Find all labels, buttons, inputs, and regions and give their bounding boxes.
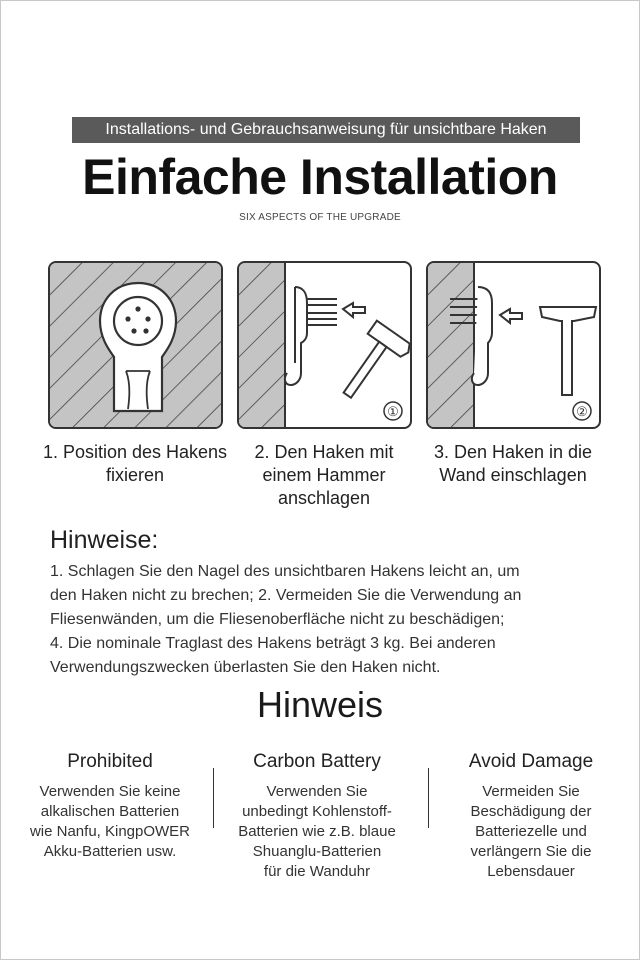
hammer-wall-icon bbox=[428, 263, 601, 429]
column-line: alkalischen Batterien bbox=[40, 803, 180, 820]
page-subtitle: SIX ASPECTS OF THE UPGRADE bbox=[239, 212, 401, 223]
note-line: Fliesenwänden, um die Fliesenoberfläche nicht zu beschädigen; bbox=[50, 611, 505, 628]
column-line: Batterien wie z.B. blaue bbox=[238, 823, 396, 840]
column-avoid-damage bbox=[431, 750, 631, 882]
column-line: Beschädigung der bbox=[470, 803, 592, 820]
column-prohibited bbox=[10, 750, 210, 862]
step-2-marker: ① bbox=[387, 404, 399, 419]
step-1-illustration bbox=[48, 261, 223, 429]
column-line: Vermeiden Sie bbox=[482, 783, 580, 800]
column-divider bbox=[213, 768, 214, 828]
column-carbon-battery bbox=[217, 750, 417, 882]
hammer-hook-icon bbox=[239, 263, 412, 429]
note-line: 4. Die nominale Traglast des Hakens beträgt 3 kg. Bei anderen bbox=[50, 635, 496, 652]
step-1-label: 1. Position des Hakens fixieren bbox=[42, 442, 228, 485]
column-line: Lebensdauer bbox=[487, 863, 575, 880]
column-line: unbedingt Kohlenstoff- bbox=[242, 803, 392, 820]
note-line: 1. Schlagen Sie den Nagel des unsichtbaren Hakens leicht an, um bbox=[50, 563, 520, 580]
column-line: Batteriezelle und bbox=[475, 823, 587, 840]
column-line: wie Nanfu, KingpOWER bbox=[29, 823, 191, 840]
step-3-label: 3. Den Haken in die Wand einschlagen bbox=[433, 442, 593, 485]
note-line: den Haken nicht zu brechen; 2. Vermeiden Sie die Verwendung an bbox=[50, 587, 522, 604]
note-line: Verwendungszwecken überlasten Sie den Haken nicht. bbox=[50, 659, 441, 676]
column-heading: Carbon Battery bbox=[253, 751, 381, 772]
column-line: Verwenden Sie bbox=[266, 783, 368, 800]
column-heading: Avoid Damage bbox=[468, 751, 594, 772]
hook-plate-icon bbox=[50, 263, 223, 429]
column-line: verlängern Sie die bbox=[470, 843, 592, 860]
page-title: Einfache Installation bbox=[82, 149, 558, 205]
column-line: Shuanglu-Batterien bbox=[252, 843, 382, 860]
notes-list bbox=[50, 560, 610, 680]
hinweis-title: Hinweis bbox=[256, 684, 384, 725]
column-divider bbox=[428, 768, 429, 828]
step-3-illustration bbox=[426, 261, 601, 429]
column-line: Akku-Batterien usw. bbox=[43, 843, 177, 860]
column-line: für die Wanduhr bbox=[263, 863, 371, 880]
column-heading: Prohibited bbox=[67, 751, 153, 772]
step-2-illustration bbox=[237, 261, 412, 429]
step-3-marker: ② bbox=[576, 404, 588, 419]
column-line: Verwenden Sie keine bbox=[39, 783, 181, 800]
instructions-banner: Installations- und Gebrauchsanweisung für unsichtbare Haken bbox=[72, 117, 580, 143]
notes-title: Hinweise: bbox=[50, 526, 159, 554]
step-2-label: 2. Den Haken mit einem Hammer anschlagen bbox=[254, 442, 394, 508]
